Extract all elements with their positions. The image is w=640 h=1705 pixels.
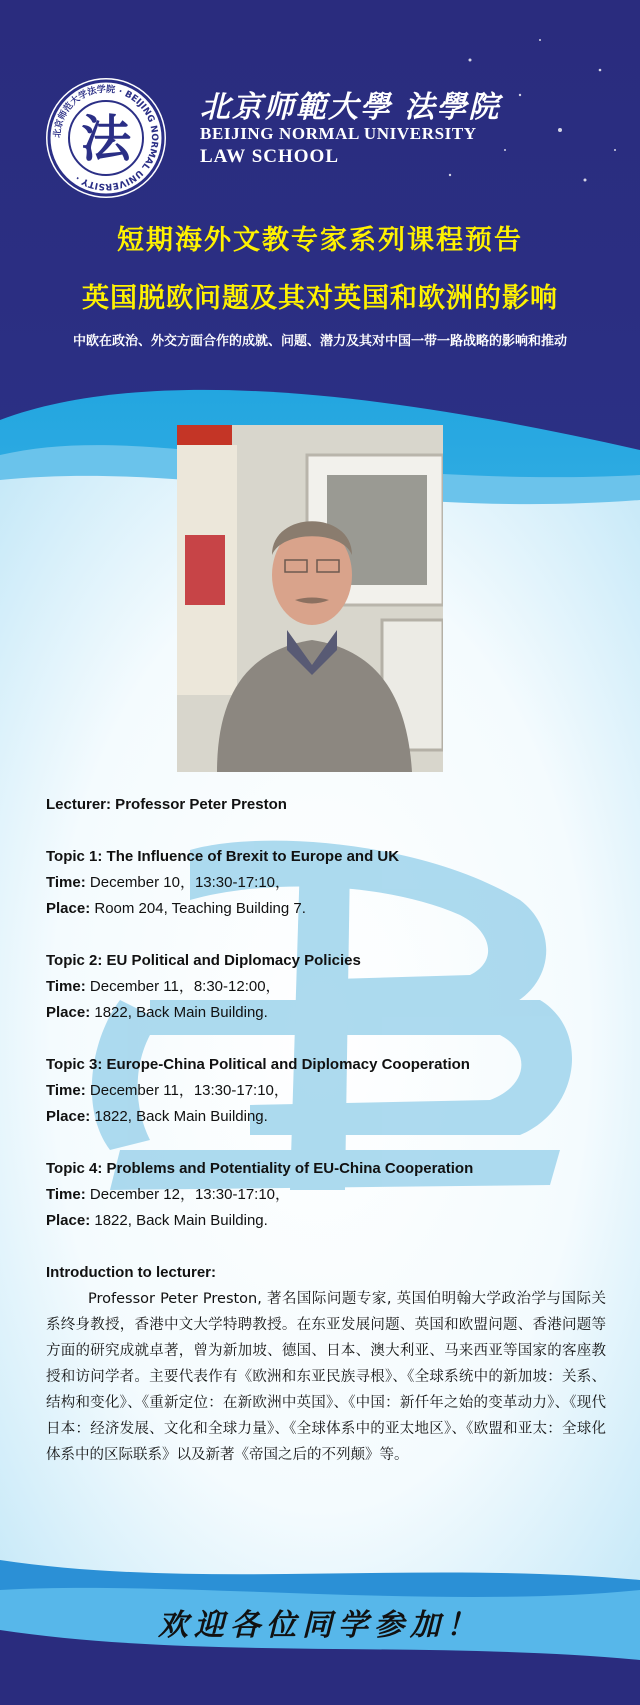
topic-1-time — [46, 870, 606, 896]
course-subtitle: 中欧在政治、外交方面合作的成就、问题、潜力及其对中国一带一路战略的影响和推动 — [72, 334, 567, 349]
place-value: 1822, Back Main Building. — [90, 1212, 268, 1229]
place-value: 1822, Back Main Building. — [90, 1108, 268, 1125]
time-value: December 11，8:30-12:00， — [85, 978, 281, 995]
law-school-name: LAW SCHOOL — [200, 146, 339, 167]
welcome-message: 欢迎各位同学参加！ — [158, 1608, 482, 1643]
time-label: Time: — [46, 978, 86, 995]
topic-4-place — [46, 1208, 606, 1234]
time-value: December 12，13:30-17:10， — [85, 1186, 291, 1203]
school-name-chinese: 北京师範大學 法學院 — [200, 90, 501, 125]
topic-3-title: Topic 3: Europe-China Political and Diplomacy Cooperation — [46, 1056, 470, 1073]
time-label: Time: — [46, 1082, 86, 1099]
place-label: Place: — [46, 1212, 91, 1229]
law-school-seal-logo — [44, 76, 168, 200]
time-label: Time: — [46, 1186, 86, 1203]
lecturer-photo — [177, 425, 443, 772]
intro-heading: Introduction to lecturer: — [46, 1264, 216, 1281]
topic-1-title: Topic 1: The Influence of Brexit to Europe and UK — [46, 848, 400, 865]
topic-2-title: Topic 2: EU Political and Diplomacy Policies — [46, 952, 361, 969]
place-label: Place: — [46, 1108, 91, 1125]
topic-3-time — [46, 1078, 606, 1104]
seal-glyph: 法 — [81, 109, 131, 168]
place-value: 1822, Back Main Building. — [90, 1004, 268, 1021]
time-value: December 10，13:30-17:10， — [85, 874, 291, 891]
topic-1-place — [46, 896, 606, 922]
intro-paragraph: Professor Peter Preston, 著名国际问题专家, 英国伯明翰大学政治学与国际关系终身教授，香港中文大学特聘教授。在东亚发展问题、英国和欧盟问题、香港问题等方面的研究成就卓著，曾为新加坡、德国、日本、澳大利亚、马来西亚等国家的客座教授和访问学者。主要代表作有《欧洲和东亚民族寻根》、《全球系统中的新加坡：关系、结构和变化》、《重新定位：在新欧洲中英国》、《中国：新仟年之始的变革动力》、《现代日本：经济发展、文化和全球力量》、《全球体系中的亚太地区》、《欧盟和亚太：全球化体系中的区际联系》以及新著《帝国之后的不列颠》等。 — [46, 1291, 606, 1463]
place-label: Place: — [46, 1004, 91, 1021]
time-value: December 11，13:30-17:10， — [85, 1082, 289, 1099]
topic-4-title: Topic 4: Problems and Potentiality of EU-China Cooperation — [46, 1160, 474, 1177]
seal-ring-text: 北京师范大学法学院 · BEIJING NORMAL UNIVERSITY · — [52, 84, 160, 192]
course-details — [46, 792, 606, 1468]
school-name-english: BEIJING NORMAL UNIVERSITY — [200, 124, 477, 143]
topic-3-place — [46, 1104, 606, 1130]
topic-2-time — [46, 974, 606, 1000]
time-label: Time: — [46, 874, 86, 891]
place-label: Place: — [46, 900, 91, 917]
topic-4-time — [46, 1182, 606, 1208]
place-value: Room 204, Teaching Building 7. — [90, 900, 306, 917]
topic-2-place — [46, 1000, 606, 1026]
lecturer-line: Lecturer: Professor Peter Preston — [46, 796, 287, 813]
series-title: 短期海外文教专家系列课程预告 — [117, 225, 523, 256]
course-title: 英国脱欧问题及其对英国和欧洲的影响 — [82, 283, 558, 314]
